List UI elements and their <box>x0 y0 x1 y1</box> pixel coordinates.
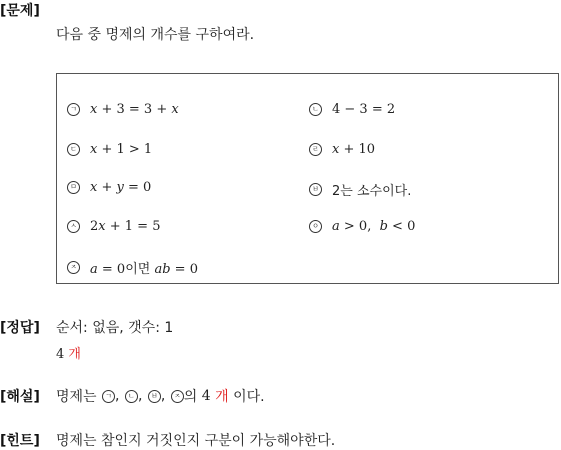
circled-mark-icon: ㅁ <box>67 181 80 194</box>
answer-label: [정답] <box>0 320 40 336</box>
problem-label: [문제] <box>0 3 40 19</box>
choice-item <box>67 142 152 157</box>
answer-line: 순서: 없음, 갯수: 1 <box>56 320 174 336</box>
circled-mark-icon: ㄱ <box>102 390 115 403</box>
choice-expression: x + y = 0 <box>90 180 152 195</box>
choice-expression: 2x + 1 = 5 <box>90 219 161 234</box>
answer-count-number: 4 <box>56 347 65 362</box>
circled-mark-icon: ㅇ <box>309 220 322 233</box>
explanation-prefix: 명제는 <box>56 389 97 405</box>
circled-mark-icon: ㅂ <box>309 183 322 196</box>
circled-mark-icon: ㄱ <box>67 103 80 116</box>
choice-expression: 4 − 3 = 2 <box>332 102 396 117</box>
choice-expression: 2는 소수이다. <box>332 184 412 199</box>
question-text: 다음 중 명제의 개수를 구하여라. <box>56 27 255 43</box>
choice-expression: x + 1 > 1 <box>90 142 153 157</box>
choice-item <box>309 219 415 234</box>
explanation-text: 명제는 ㄱ , ㄴ , ㅂ , ㅈ 의 4 개 이다. <box>56 388 265 405</box>
explanation-middle: 의 <box>183 389 198 405</box>
answer-count-unit: 개 <box>68 347 81 362</box>
choice-item <box>67 258 198 277</box>
circled-mark-icon: ㅈ <box>67 261 80 274</box>
choice-expression: a = 0이면 ab = 0 <box>90 262 198 277</box>
choice-item <box>309 102 395 117</box>
hint-label: [힌트] <box>0 433 40 449</box>
explanation-label: [해설] <box>0 389 40 405</box>
circled-mark-icon: ㄴ <box>309 103 322 116</box>
choice-expression: x + 3 = 3 + x <box>90 102 179 117</box>
circled-mark-icon: ㅂ <box>148 390 161 403</box>
explanation-suffix: 이다. <box>233 389 265 405</box>
circled-mark-icon: ㄷ <box>67 143 80 156</box>
choice-item <box>309 180 411 199</box>
circled-mark-icon: ㅅ <box>67 220 80 233</box>
circled-mark-icon: ㄴ <box>125 390 138 403</box>
circled-mark-icon: ㄹ <box>309 143 322 156</box>
choices-box <box>56 73 559 284</box>
choice-item <box>67 180 151 195</box>
choice-item <box>67 102 179 117</box>
choice-item <box>309 142 375 157</box>
choice-item <box>67 219 160 234</box>
choice-expression: a > 0, b < 0 <box>332 219 416 234</box>
answer-count <box>56 343 81 362</box>
hint-text: 명제는 참인지 거짓인지 구분이 가능해야한다. <box>56 433 336 449</box>
explanation-number: 4 <box>201 388 211 404</box>
choice-expression: x + 10 <box>332 142 376 157</box>
explanation-unit: 개 <box>215 389 229 405</box>
circled-mark-icon: ㅈ <box>171 390 184 403</box>
